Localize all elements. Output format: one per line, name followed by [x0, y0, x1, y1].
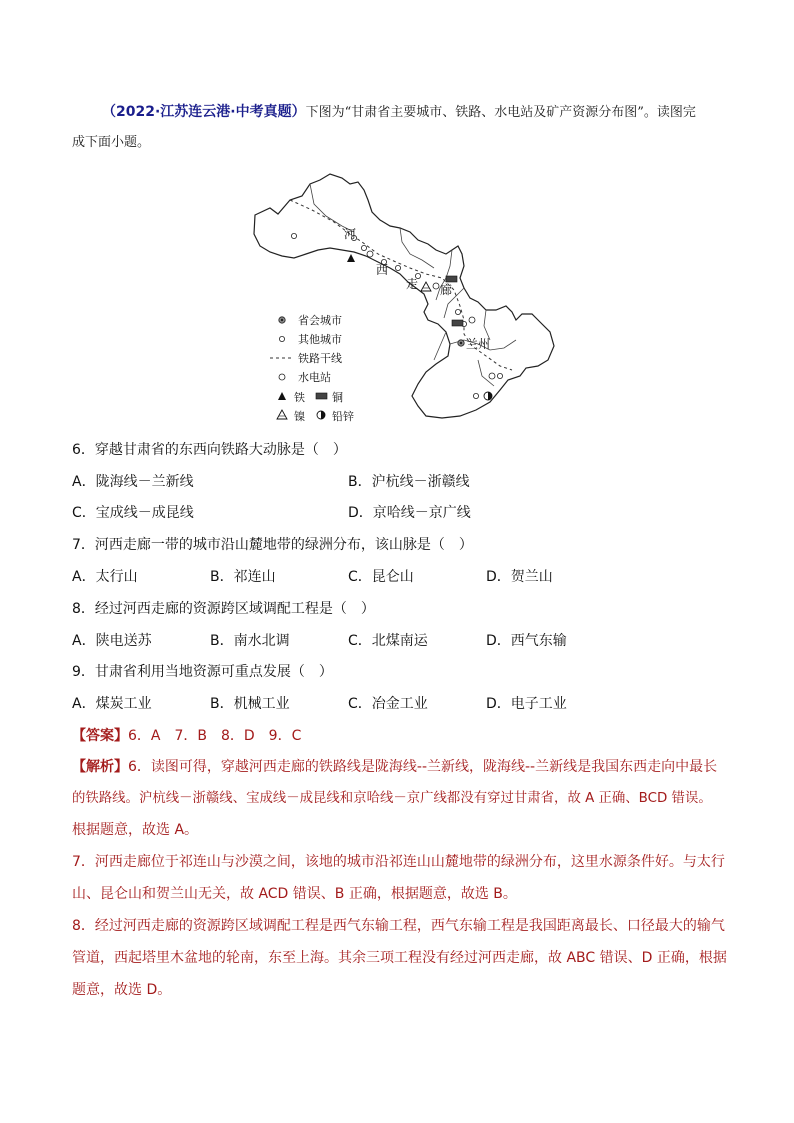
question-6-stem: 6．穿越甘肃省的东西向铁路大动脉是（ ） [72, 442, 347, 458]
analysis-line-5: 山、昆仑山和贺兰山无关，故 ACD 错误、B 正确，根据题意，故选 B。 [72, 886, 517, 902]
q8-option-c: C．北煤南运 [348, 633, 428, 649]
q9-option-a: A．煤炭工业 [72, 696, 152, 712]
analysis-line-4: 7．河西走廊位于祁连山与沙漠之间，该地的城市沿祁连山山麓地带的绿洲分布，这里水源条件好。与太行 [72, 854, 725, 870]
q7-option-d: D．贺兰山 [486, 569, 553, 585]
analysis-line-3: 根据题意，故选 A。 [72, 822, 199, 838]
intro-text-2: 成下面小题。 [72, 135, 151, 150]
map-label-he: 河 [344, 227, 357, 241]
q8-option-a: A．陕电送苏 [72, 633, 152, 649]
q9-option-d: D．电子工业 [486, 696, 567, 712]
q7-option-c: C．昆仑山 [348, 569, 414, 585]
legend-nickel: 镍 [294, 410, 305, 423]
nickel-icon [421, 282, 431, 291]
q6-option-c: C．宝成线－成昆线 [72, 505, 194, 521]
legend-railway: 铁路干线 [298, 352, 342, 365]
map-label-lanzhou: 兰州 [466, 337, 491, 351]
q6-option-a: A．陇海线－兰新线 [72, 474, 194, 490]
iron-icon [347, 254, 355, 262]
q9-option-c: C．冶金工业 [348, 696, 428, 712]
analysis-line-2: 的铁路线。沪杭线－浙赣线、宝成线－成昆线和京哈线－京广线都没有穿过甘肃省，故 A 正确、BCD 错误。 [72, 791, 712, 806]
q9-option-b: B．机械工业 [210, 696, 290, 712]
question-7-stem: 7．河西走廊一带的城市沿山麓地带的绿洲分布，该山脉是（ ） [72, 537, 473, 553]
gansu-map [250, 170, 560, 425]
question-intro [102, 102, 696, 123]
legend-hydro: 水电站 [298, 371, 331, 384]
q8-option-b: B．南水北调 [210, 633, 290, 649]
legend-capital: 省会城市 [298, 314, 342, 327]
analysis-line-8: 题意，故选 D。 [72, 982, 172, 998]
legend-iron: 铁 [294, 391, 305, 404]
source-tag: （2022·江苏连云港·中考真题） [102, 104, 306, 120]
answer-text: 6．A 7．B 8．D 9．C [128, 728, 302, 744]
q8-option-d: D．西气东输 [486, 633, 567, 649]
map-label-xi: 西 [376, 263, 389, 277]
map-label-lang: 廊 [440, 283, 453, 297]
legend-leadzinc: 铅锌 [332, 410, 354, 423]
legend-copper: 铜 [332, 391, 343, 404]
copper-icon [446, 276, 457, 282]
q7-option-a: A．太行山 [72, 569, 138, 585]
map-label-zou: 走 [406, 277, 419, 291]
analysis-line-1 [72, 757, 717, 777]
q6-option-d: D．京哈线－京广线 [348, 505, 471, 521]
analysis-line-7: 管道，西起塔里木盆地的轮南，东至上海。其余三项工程没有经过河西走廊，故 ABC 错误、D 正确，根据 [72, 950, 727, 966]
analysis-text-1: 6．读图可得，穿越河西走廊的铁路线是陇海线--兰新线，陇海线--兰新线是我国东西走向中最长 [128, 759, 718, 775]
map-legend [270, 313, 354, 423]
analysis-tag: 【解析】 [72, 759, 128, 775]
answer-tag: 【答案】 [72, 728, 128, 744]
q7-option-b: B．祁连山 [210, 569, 276, 585]
analysis-line-6: 8．经过河西走廊的资源跨区域调配工程是西气东输工程，西气东输工程是我国距离最长、口径最大的输气 [72, 918, 725, 934]
intro-text: 下图为“甘肃省主要城市、铁路、水电站及矿产资源分布图”。读图完 [305, 105, 696, 120]
answer-line [72, 726, 301, 746]
legend-city: 其他城市 [298, 333, 342, 346]
question-9-stem: 9．甘肃省利用当地资源可重点发展（ ） [72, 664, 333, 680]
question-8-stem: 8．经过河西走廊的资源跨区域调配工程是（ ） [72, 601, 375, 617]
q6-option-b: B．沪杭线－浙赣线 [348, 474, 470, 490]
